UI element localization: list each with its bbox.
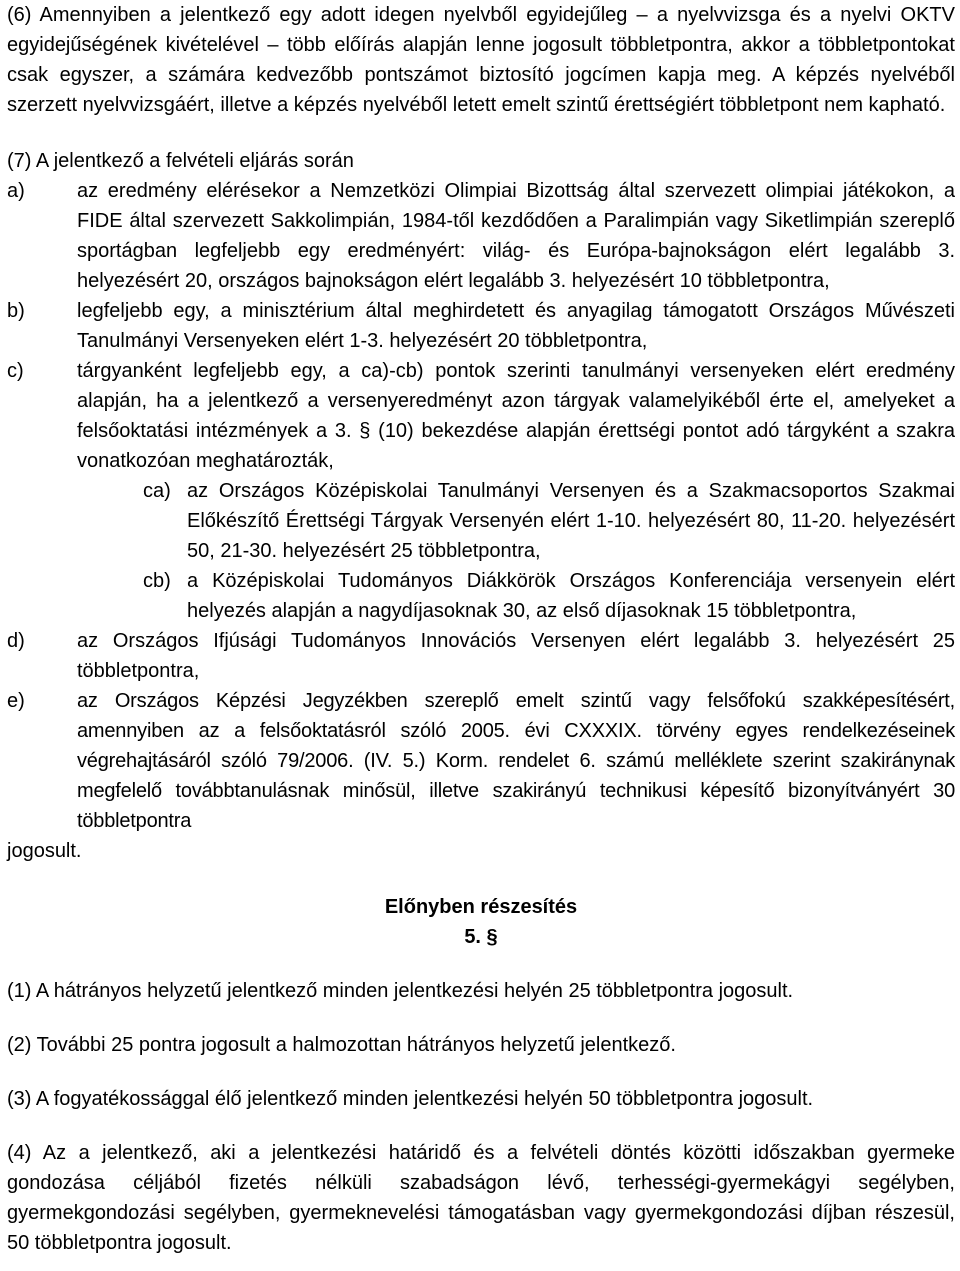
spacer [7, 1060, 955, 1084]
sub-list-item-text: az Országos Középiskolai Tanulmányi Versenyen és a Szakmacsoportos Szakmai Előkészítő Érettségi Tárgyak Versenyén elért 1-10. helyezésért 80, 11-20. helyezésért 50, 21-30. helyezésért 25 többletpontra, [187, 480, 955, 562]
list-item-text: az Országos Képzési Jegyzékben szereplő emelt szintű vagy felsőfokú szakképesítésért, amennyiben az a felsőoktatásról szóló 2005. évi CXXXIX. törvény egyes rendelkezéseinek végrehajtásáról szóló 79/2006. (IV. 5.) Korm. rendelet 6. számú melléklete szerint szakiránynak megfelelő továbbtanulásnak minősül, illetve szakirányú technikusi képesítő bizonyítványért 30 többletpontra [77, 690, 955, 832]
sub-list-item-text: a Középiskolai Tudományos Diákkörök Országos Konferenciája versenyein elért helyezés alapján a nagydíjasoknak 30, az első díjasoknak 15 többletpontra, [187, 570, 955, 622]
spacer [7, 1114, 955, 1138]
list-marker: a) [7, 180, 25, 202]
document-page [7, 0, 955, 1258]
section-5-paragraph-4: (4) Az a jelentkező, aki a jelentkezési határidő és a felvételi döntés közötti időszakban gyermeke gondozása céljából fizetés nélküli szabadságon lévő, terhességi-gyermekágyi segélyben, gyermekgondozási segélyben, gyermeknevelési támogatásban vagy gyermekgondozási díjban részesül, 50 többletpontra jogosult. [7, 1142, 955, 1254]
paragraph-6: (6) Amennyiben a jelentkező egy adott idegen nyelvből egyidejűleg – a nyelvvizsga és a nyelvi OKTV egyidejűségének kivételével – több előírás alapján lenne jogosult többletpontra, akkor a többletpontokat csak egyszer, a számára kedvezőbb pontszámot biztosító jogcímen kapja meg. A képzés nyelvéből szerzett nyelvvizsgáért, illetve a képzés nyelvéből letett emelt szintű érettségiért többletpont nem kapható. [7, 4, 955, 116]
list-item-text: az eredmény elérésekor a Nemzetközi Olimpiai Bizottság által szervezett olimpiai játékokon, a FIDE által szervezett Sakkolimpián, 1984-től kezdődően a Paralimpián vagy Siketlimpián szereplő sportágban legfeljebb egy eredményért: világ- és Európa-bajnokságon elért legalább 3. helyezésért 20, országos bajnokságon elért legalább 3. helyezésért 10 többletpontra, [77, 180, 955, 292]
list-item-text: legfeljebb egy, a minisztérium által meghirdetett és anyagilag támogatott Országos Művészeti Tanulmányi Versenyeken elért 1-3. helyezésért 20 többletpontra, [77, 300, 955, 352]
list-marker: d) [7, 630, 25, 652]
spacer [7, 952, 955, 976]
list-item-text: az Országos Ifjúsági Tudományos Innovációs Versenyen elért legalább 3. helyezésért 25 többletpontra, [77, 630, 955, 682]
list-item-b [7, 296, 955, 356]
list-item-text: tárgyanként legfeljebb egy, a ca)-cb) pontok szerinti tanulmányi versenyeken elért eredmény alapján, ha a jelentkező a versenyeredményt azon tárgyak valamelyikéből érte el, amelyeket a felsőoktatási intézmények a 3. § (10) bekezdése alapján érettségi pontot adó tárgyként a szakra vonatkozóan meghatározták, [77, 360, 955, 472]
section-5-paragraph-3: (3) A fogyatékossággal élő jelentkező minden jelentkezési helyén 50 többletpontra jogosult. [7, 1088, 814, 1110]
paragraph-7-intro: (7) A jelentkező a felvételi eljárás során [7, 150, 354, 172]
sub-list-item-ca [7, 476, 955, 566]
sub-list-marker: cb) [143, 570, 171, 592]
spacer [7, 1006, 955, 1030]
section-title: Előnyben részesítés [384, 896, 578, 918]
sub-list-marker: ca) [143, 480, 171, 502]
section-5-paragraph-1: (1) A hátrányos helyzetű jelentkező minden jelentkezési helyén 25 többletpontra jogosult. [7, 980, 794, 1002]
list-marker: e) [7, 690, 25, 712]
paragraph-7-closing: jogosult. [7, 840, 82, 862]
spacer [7, 866, 955, 892]
section-5-paragraph-2: (2) További 25 pontra jogosult a halmozottan hátrányos helyzetű jelentkező. [7, 1034, 676, 1056]
list-item-d [7, 626, 955, 686]
list-marker: c) [7, 360, 24, 382]
list-item-e [7, 686, 955, 836]
sub-list-item-cb [7, 566, 955, 626]
list-marker: b) [7, 300, 25, 322]
section-number: 5. § [464, 926, 498, 948]
spacer [7, 120, 955, 146]
list-item-a [7, 176, 955, 296]
list-item-c [7, 356, 955, 476]
